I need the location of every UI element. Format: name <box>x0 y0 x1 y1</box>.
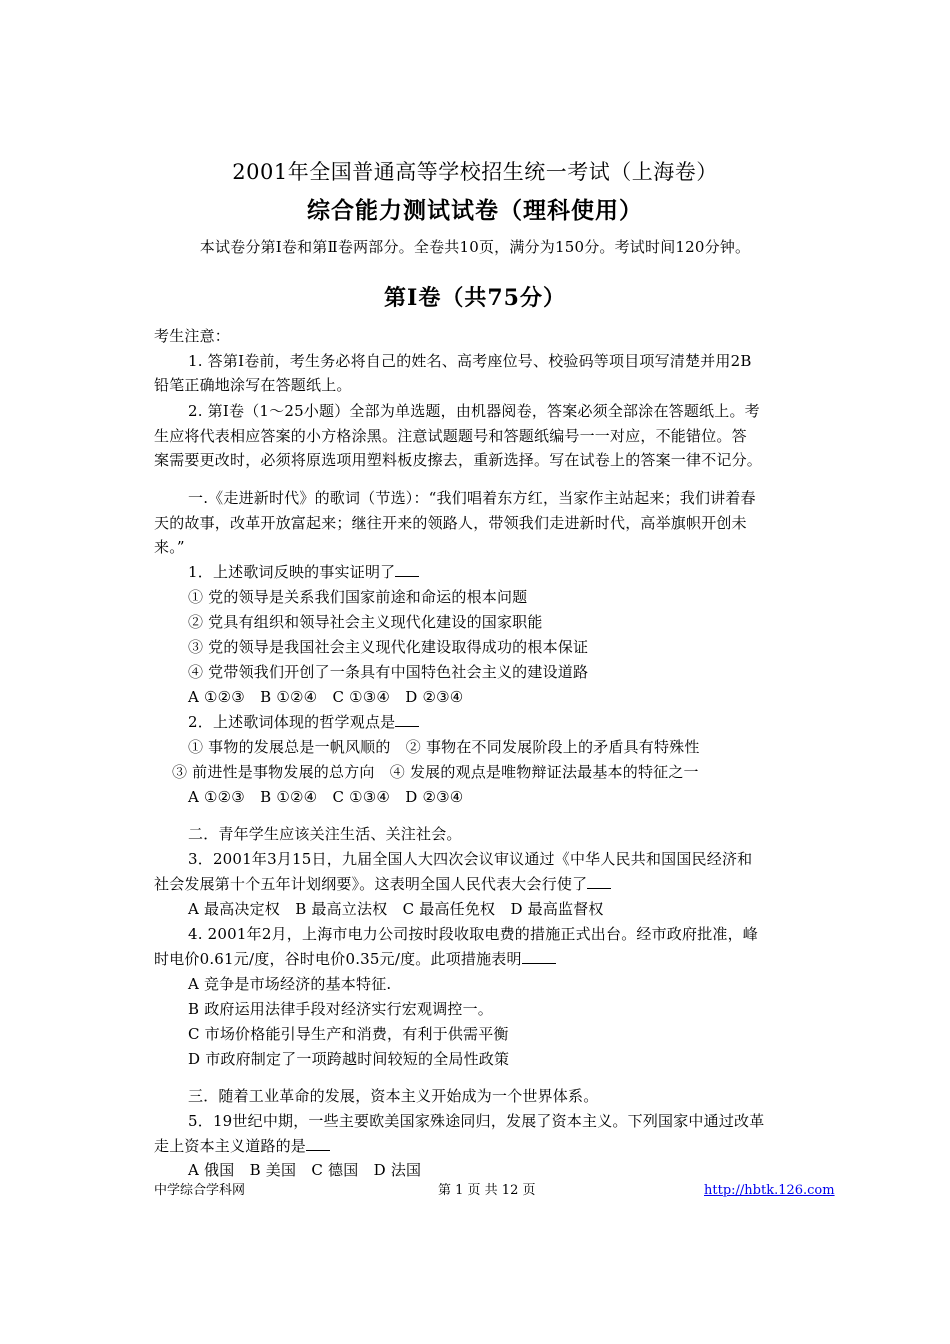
q1-option: ① 党的领导是关系我们国家前途和命运的根本问题 <box>188 588 528 606</box>
answer-blank <box>395 562 419 577</box>
part1-heading: 第Ⅰ卷（共75分） <box>384 285 566 311</box>
section1-intro-line: 来。” <box>154 538 185 556</box>
q2-option: ③ 前进性是事物发展的总方向 ④ 发展的观点是唯物辩证法最基本的特征之一 <box>172 763 699 781</box>
footer-page-number: 第 1 页 共 12 页 <box>438 1183 536 1198</box>
section1-intro-line: 一.《走进新时代》的歌词（节选）：“我们唱着东方红，当家作主站起来；我们讲着春 <box>188 489 756 507</box>
q4-option: A 竞争是市场经济的基本特征. <box>188 975 392 993</box>
q1-answer-choices: A ①②③ B ①②④ C ①③④ D ②③④ <box>188 688 464 706</box>
notice-line: 案需要更改时，必须将原选项用塑料板皮擦去，重新选择。写在试卷上的答案一律不记分。 <box>154 451 763 469</box>
q1-option: ④ 党带领我们开创了一条具有中国特色社会主义的建设道路 <box>188 663 589 681</box>
section1-intro-line: 天的故事，改革开放富起来；继往开来的领路人，带领我们走进新时代，高举旗帜开创未 <box>154 514 747 532</box>
question-2 <box>188 712 419 732</box>
q3-line: 3．2001年3月15日，九届全国人大四次会议审议通过《中华人民共和国国民经济和 <box>188 850 753 868</box>
notice-line: 2. 第Ⅰ卷（1～25小题）全部为单选题，由机器阅卷，答案必须全部涂在答题纸上。考 <box>188 402 760 420</box>
q1-option: ③ 党的领导是我国社会主义现代化建设取得成功的根本保证 <box>188 638 589 656</box>
exam-intro: 本试卷分第Ⅰ卷和第Ⅱ卷两部分。全卷共10页，满分为150分。考试时间120分钟。 <box>199 238 751 256</box>
section3-intro: 三．随着工业革命的发展，资本主义开始成为一个世界体系。 <box>188 1087 599 1105</box>
footer-site-name: 中学综合学科网 <box>154 1183 246 1198</box>
q4-option: D 市政府制定了一项跨越时间较短的全局性政策 <box>188 1050 510 1068</box>
q4-line: 4. 2001年2月，上海市电力公司按时段收取电费的措施正式出台。经市政府批准，峰 <box>188 925 759 943</box>
section2-intro: 二．青年学生应该关注生活、关注社会。 <box>188 825 462 843</box>
q1-option: ② 党具有组织和领导社会主义现代化建设的国家职能 <box>188 613 543 631</box>
answer-blank <box>587 874 611 889</box>
notice-line: 生应将代表相应答案的小方格涂黑。注意试题题号和答题纸编号一一对应，不能错位。答 <box>154 427 747 445</box>
q5-answer-choices: A 俄国 B 美国 C 德国 D 法国 <box>188 1161 422 1179</box>
notice-title: 考生注意： <box>154 327 231 345</box>
q5-line <box>154 1136 330 1156</box>
notice-line: 铅笔正确地涂写在答题纸上。 <box>154 376 352 394</box>
q3-line <box>154 874 611 894</box>
q4-option: B 政府运用法律手段对经济实行宏观调控一。 <box>188 1000 493 1018</box>
exam-subtitle: 综合能力测试试卷（理科使用） <box>307 197 643 224</box>
answer-blank <box>395 712 419 727</box>
exam-title: 2001年全国普通高等学校招生统一考试（上海卷） <box>232 160 718 184</box>
question-text: 时电价0.61元/度，谷时电价0.35元/度。此项措施表明 <box>154 950 522 968</box>
q4-option: C 市场价格能引导生产和消费，有利于供需平衡 <box>188 1025 509 1043</box>
q4-line <box>154 949 556 969</box>
footer-link[interactable]: http://hbtk.126.com <box>704 1183 835 1198</box>
q2-answer-choices: A ①②③ B ①②④ C ①③④ D ②③④ <box>188 788 464 806</box>
q2-option: ① 事物的发展总是一帆风顺的 ② 事物在不同发展阶段上的矛盾具有特殊性 <box>188 738 700 756</box>
question-text: 1．上述歌词反映的事实证明了 <box>188 563 396 581</box>
q5-line: 5．19世纪中期，一些主要欧美国家殊途同归，发展了资本主义。下列国家中通过改革 <box>188 1112 765 1130</box>
notice-line: 1. 答第Ⅰ卷前，考生务必将自己的姓名、高考座位号、校验码等项目项写清楚并用2B <box>188 352 752 370</box>
question-text: 2．上述歌词体现的哲学观点是 <box>188 713 396 731</box>
question-text: 走上资本主义道路的是 <box>154 1137 307 1155</box>
answer-blank <box>522 949 556 964</box>
answer-blank <box>306 1136 330 1151</box>
question-text: 社会发展第十个五年计划纲要》。这表明全国人民代表大会行使了 <box>154 875 588 893</box>
question-1 <box>188 562 419 582</box>
q3-answer-choices: A 最高决定权 B 最高立法权 C 最高任免权 D 最高监督权 <box>188 900 604 918</box>
